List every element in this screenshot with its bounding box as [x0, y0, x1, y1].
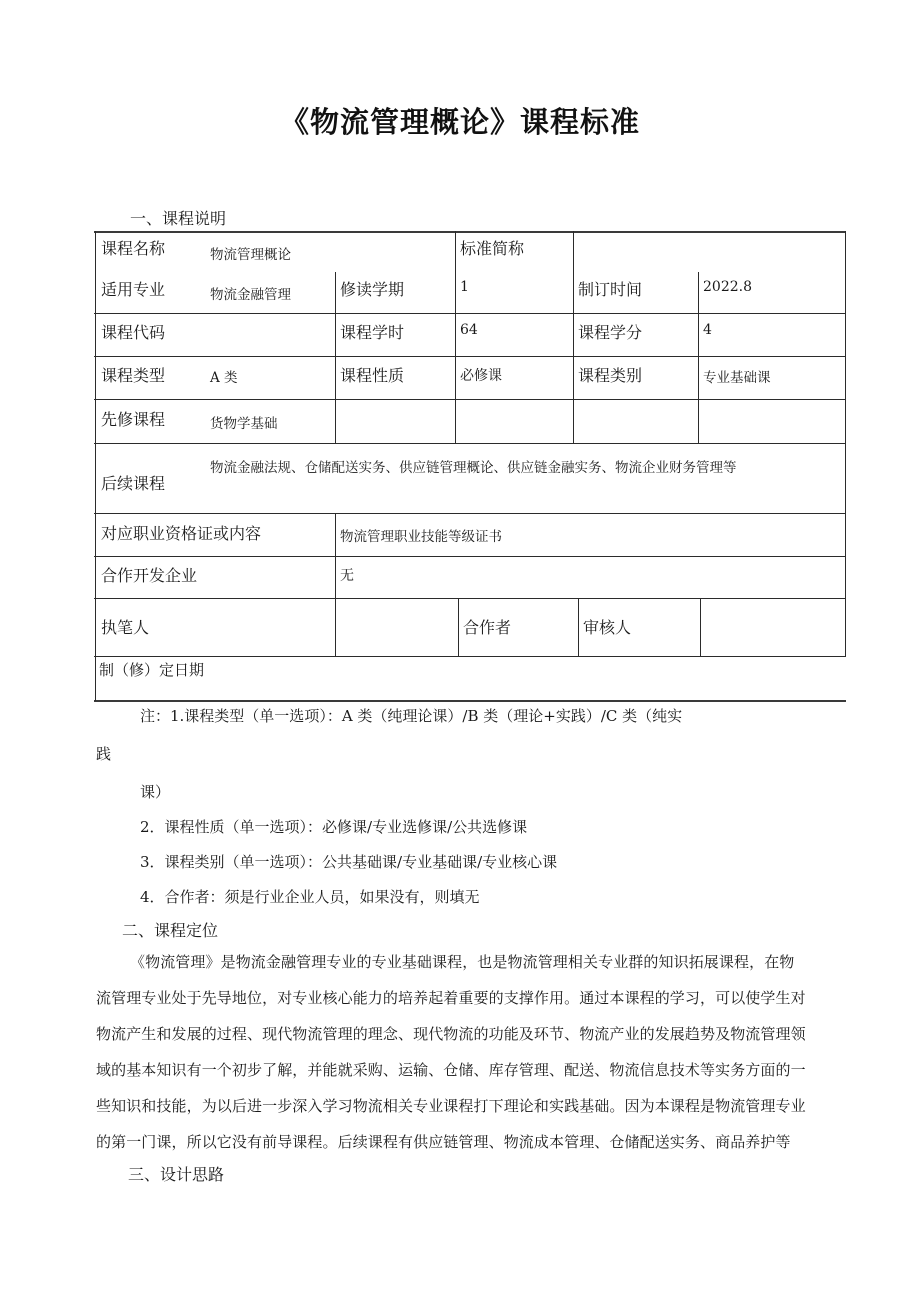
page-title: 《物流管理概论》课程标准: [279, 105, 640, 139]
note-item-1-line3: 课）: [140, 783, 171, 801]
row-major-value[interactable]: 物流金融管理: [210, 287, 291, 303]
table-col-rule: [455, 231, 456, 443]
table-col-rule: [458, 598, 459, 656]
table-rule: [94, 656, 846, 657]
row-course-name-label: 课程名称: [101, 239, 166, 258]
table-rule: [94, 443, 846, 444]
row-course-nature-label: 课程性质: [340, 366, 405, 385]
note-item-3: 3．课程类别（单一选项）：公共基础课/专业基础课/专业核心课: [140, 853, 558, 871]
paragraph-line: 《物流管理》是物流金融管理专业的专业基础课程，也是物流管理相关专业群的知识拓展课程，在物: [130, 953, 795, 971]
row-certificate-value[interactable]: 物流管理职业技能等级证书: [340, 529, 502, 545]
table-col-rule: [573, 231, 574, 443]
row-credits-value[interactable]: 4: [703, 322, 712, 338]
row-date-value[interactable]: 2022.8: [703, 279, 752, 295]
row-collaborator-label: 合作者: [463, 618, 512, 637]
table-border-left: [95, 231, 96, 701]
paragraph-line: 物流产生和发展的过程、现代物流管理的理念、现代物流的功能及环节、物流产业的发展趋势及物流管理领: [96, 1025, 806, 1043]
table-col-rule: [335, 513, 336, 656]
row-date-label: 制订时间: [578, 280, 643, 299]
row-followup-value[interactable]: 物流金融法规、仓储配送实务、供应链管理概论、供应链金融实务、物流企业财务管理等: [210, 460, 737, 476]
row-hours-value[interactable]: 64: [460, 322, 478, 338]
row-revision-date-label: 制（修）定日期: [99, 661, 205, 679]
row-standard-abbr-label: 标准简称: [460, 239, 525, 258]
section-heading-course-positioning: 二、课程定位: [122, 921, 219, 940]
table-rule: [94, 556, 846, 557]
note-item-1-line2: 践: [96, 745, 112, 763]
table-col-rule: [335, 272, 336, 443]
row-course-type-label: 课程类型: [101, 366, 166, 385]
table-col-rule: [698, 272, 699, 443]
paragraph-line: 些知识和技能，为以后进一步深入学习物流相关专业课程打下理论和实践基础。因为本课程是物流管理专业: [96, 1097, 806, 1115]
row-author-label: 执笔人: [101, 618, 150, 637]
row-term-value[interactable]: 1: [460, 279, 469, 295]
row-course-name-value[interactable]: 物流管理概论: [210, 247, 291, 263]
row-course-code-label: 课程代码: [101, 323, 166, 342]
row-reviewer-label: 审核人: [583, 618, 632, 637]
note-item-2: 2．课程性质（单一选项）：必修课/专业选修课/公共选修课: [140, 818, 528, 836]
table-border-right: [845, 231, 846, 656]
section-heading-design-approach: 三、设计思路: [128, 1165, 225, 1184]
table-col-rule: [700, 598, 701, 656]
table-rule: [94, 513, 846, 514]
row-prereq-label: 先修课程: [101, 410, 166, 429]
row-course-category-value[interactable]: 专业基础课: [703, 370, 771, 386]
row-course-nature-value[interactable]: 必修课: [460, 368, 502, 384]
paragraph-line: 流管理专业处于先导地位，对专业核心能力的培养起着重要的支撑作用。通过本课程的学习，可以使学生对: [96, 989, 806, 1007]
paragraph-line: 域的基本知识有一个初步了解，并能就采购、运输、仓储、库存管理、配送、物流信息技术等实务方面的一: [96, 1061, 806, 1079]
table-rule: [94, 356, 846, 357]
note-item-4: 4．合作者：须是行业企业人员，如果没有，则填无: [140, 888, 480, 906]
row-credits-label: 课程学分: [578, 323, 643, 342]
row-hours-label: 课程学时: [340, 323, 405, 342]
row-term-label: 修读学期: [340, 280, 405, 299]
row-certificate-label: 对应职业资格证或内容: [101, 524, 262, 543]
table-col-rule: [578, 598, 579, 656]
row-prereq-value[interactable]: 货物学基础: [210, 416, 278, 432]
table-border-top: [94, 231, 846, 233]
table-rule: [94, 598, 846, 599]
table-rule: [94, 399, 846, 400]
row-course-type-value[interactable]: A 类: [210, 370, 238, 386]
row-partner-company-label: 合作开发企业: [101, 566, 198, 585]
table-border-bottom: [94, 700, 846, 702]
note-item-1-line1: 注：1.课程类型（单一选项）：A 类（纯理论课）/B 类（理论+实践）/C 类（纯实: [140, 707, 683, 725]
row-partner-company-value[interactable]: 无: [340, 568, 354, 584]
row-course-category-label: 课程类别: [578, 366, 643, 385]
paragraph-line: 的第一门课，所以它没有前导课程。后续课程有供应链管理、物流成本管理、仓储配送实务、商品养护等: [96, 1133, 791, 1151]
row-followup-label: 后续课程: [101, 474, 166, 493]
row-major-label: 适用专业: [101, 280, 166, 299]
section-heading-course-description: 一、课程说明: [130, 209, 227, 228]
table-rule: [94, 313, 846, 314]
